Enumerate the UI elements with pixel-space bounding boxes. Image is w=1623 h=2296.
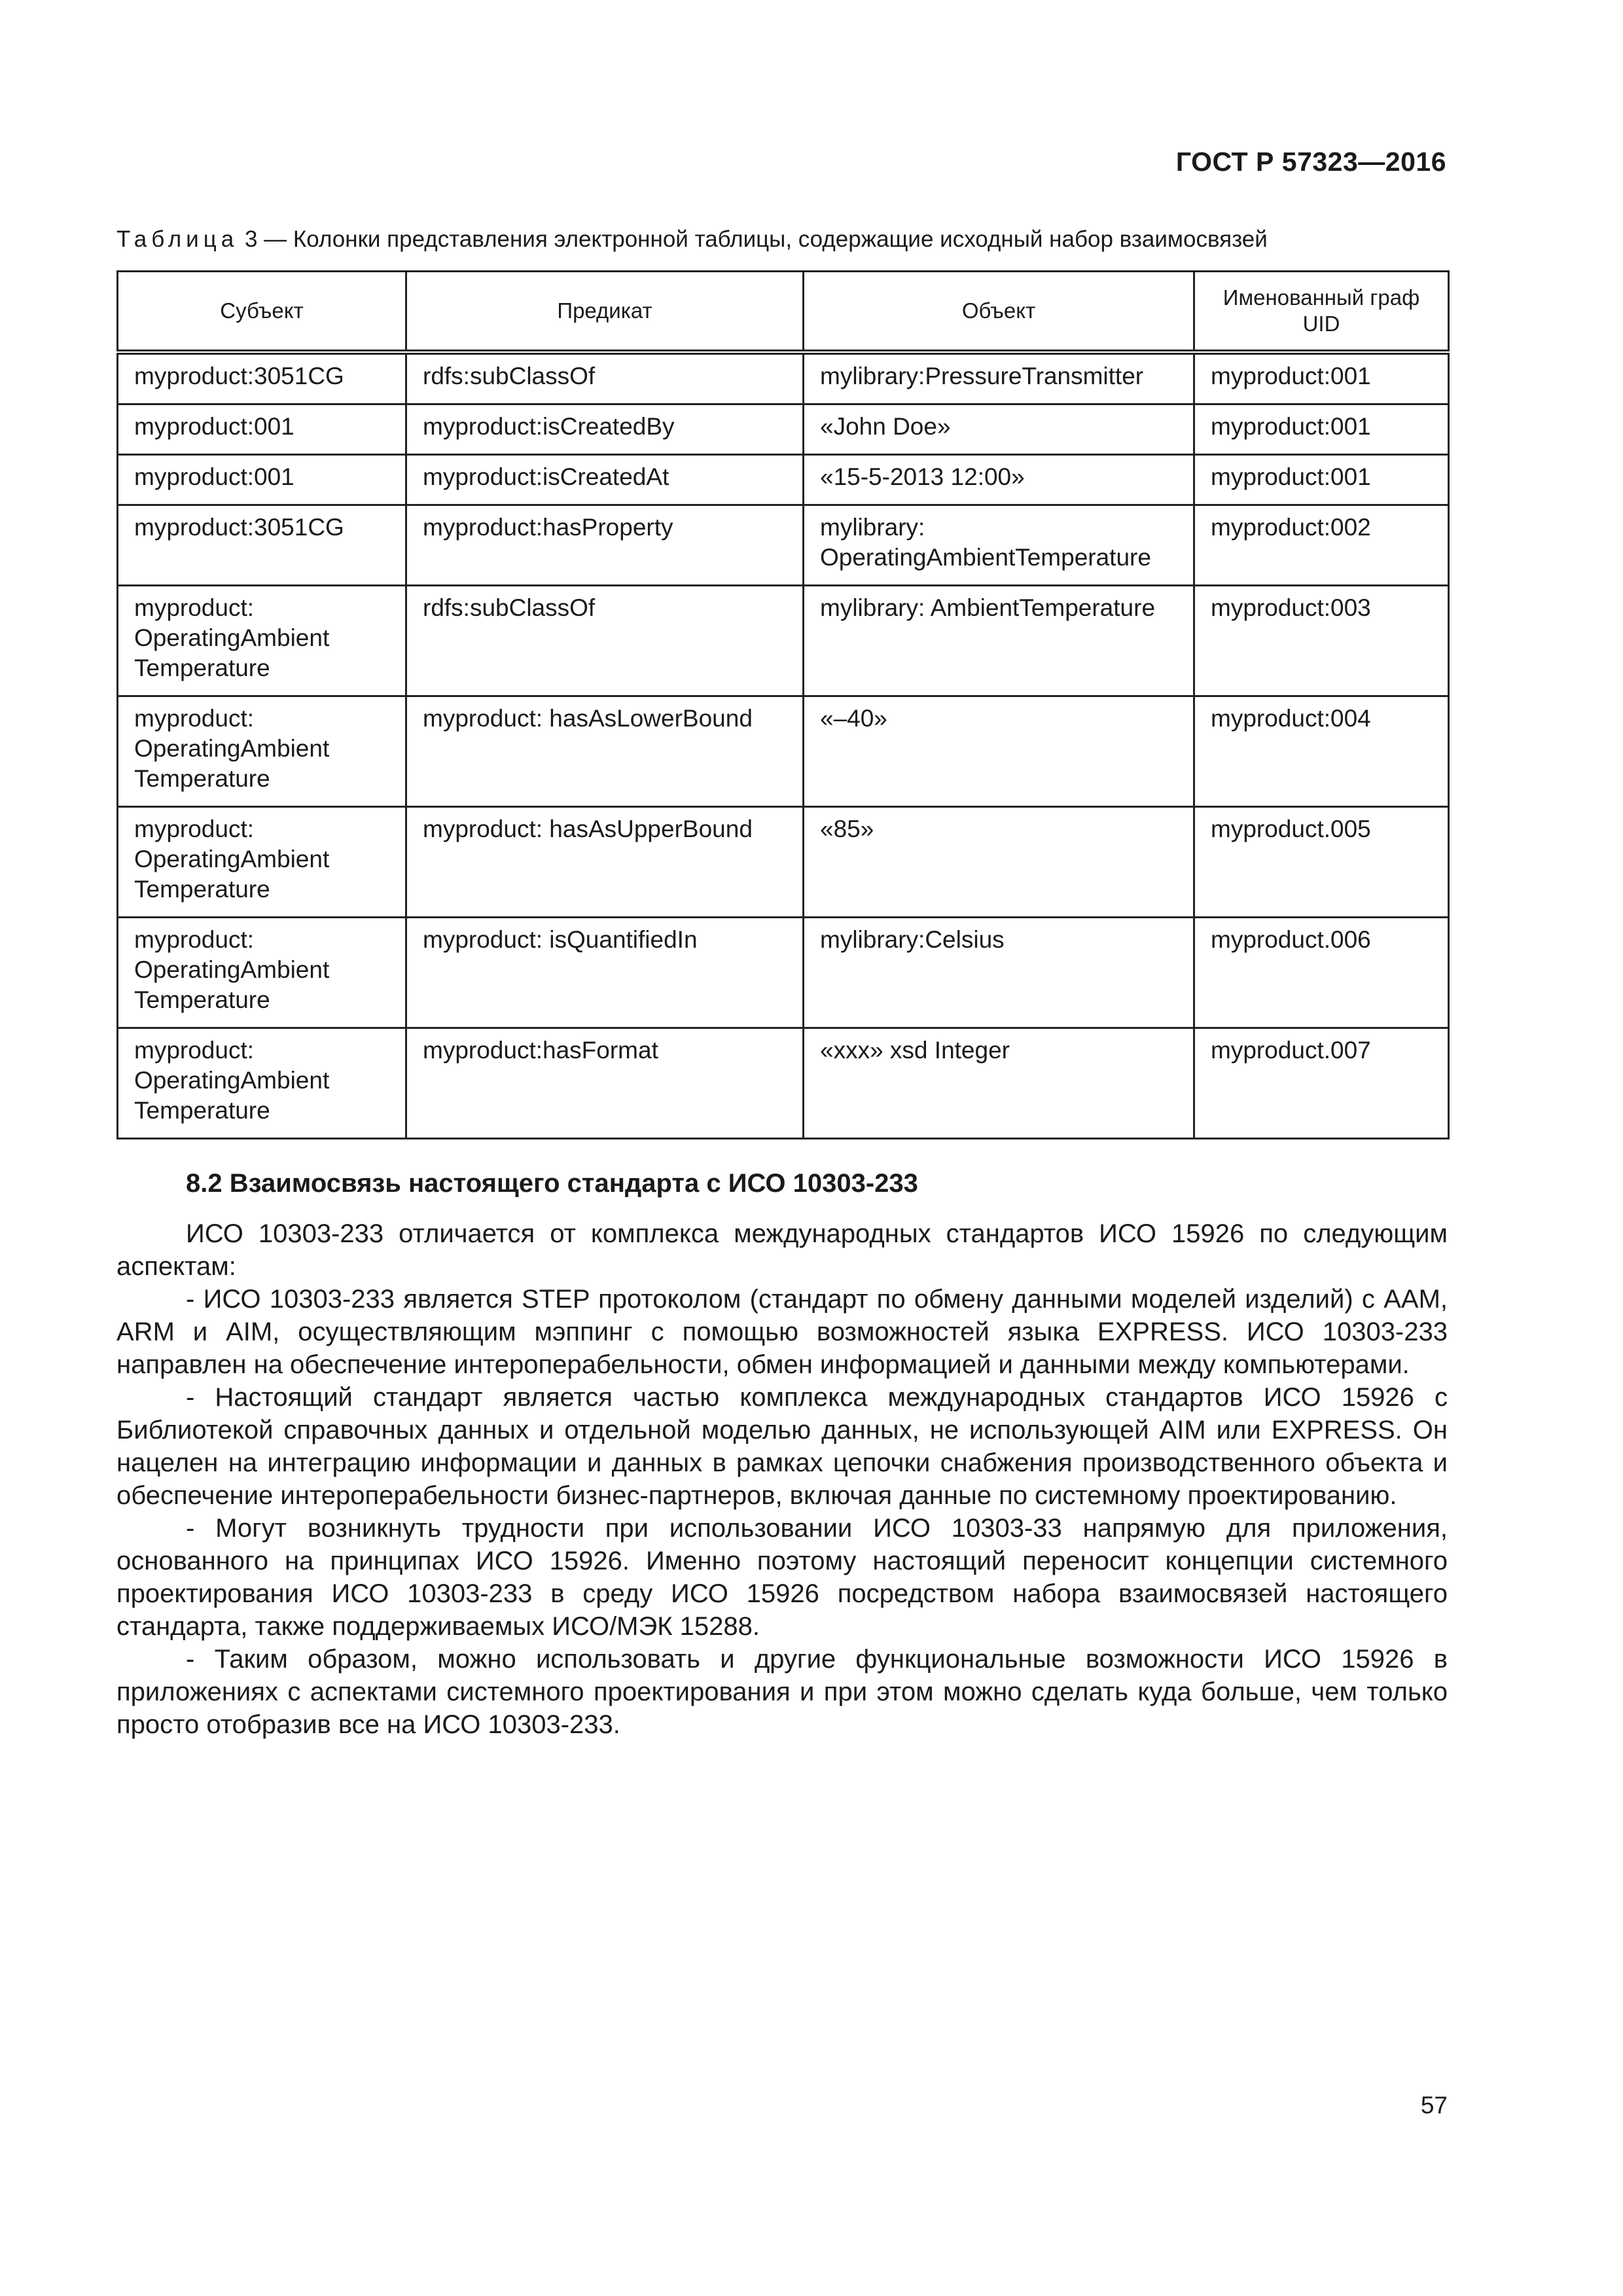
- cell-object: mylibrary: OperatingAmbientTemperature: [804, 505, 1194, 586]
- cell-predicate: rdfs:subClassOf: [406, 586, 804, 696]
- cell-predicate: myproduct: hasAsUpperBound: [406, 807, 804, 918]
- header-subject: Субъект: [118, 272, 406, 353]
- cell-subject: myproduct: OperatingAmbient Temperature: [118, 807, 406, 918]
- cell-object: mylibrary: AmbientTemperature: [804, 586, 1194, 696]
- cell-object: «xxx» xsd Integer: [804, 1028, 1194, 1139]
- table-caption-text: 3 — Колонки представления электронной таблицы, содержащие исходный набор взаимосвязей: [244, 226, 1268, 252]
- table-caption: [116, 226, 1268, 253]
- table-header-row: [118, 272, 1449, 353]
- section-title: 8.2 Взаимосвязь настоящего стандарта с ИСО 10303-233: [186, 1169, 918, 1198]
- page-number: 57: [1420, 2092, 1448, 2119]
- table-row: [118, 586, 1449, 696]
- cell-predicate: myproduct:hasFormat: [406, 1028, 804, 1139]
- table-row: [118, 455, 1449, 505]
- cell-predicate: rdfs:subClassOf: [406, 352, 804, 404]
- cell-graph-uid: myproduct:001: [1194, 455, 1449, 505]
- cell-object: «15-5-2013 12:00»: [804, 455, 1194, 505]
- cell-subject: myproduct: OperatingAmbient Temperature: [118, 1028, 406, 1139]
- header-object: Объект: [804, 272, 1194, 353]
- cell-subject: myproduct:3051CG: [118, 352, 406, 404]
- cell-object: «85»: [804, 807, 1194, 918]
- cell-subject: myproduct:3051CG: [118, 505, 406, 586]
- cell-predicate: myproduct: isQuantifiedIn: [406, 918, 804, 1028]
- relations-table: [116, 270, 1450, 1139]
- cell-subject: myproduct:001: [118, 404, 406, 455]
- cell-subject: myproduct:001: [118, 455, 406, 505]
- cell-predicate: myproduct: hasAsLowerBound: [406, 696, 804, 807]
- table-row: [118, 807, 1449, 918]
- table-row: [118, 1028, 1449, 1139]
- table-row: [118, 404, 1449, 455]
- cell-graph-uid: myproduct.006: [1194, 918, 1449, 1028]
- cell-object: «–40»: [804, 696, 1194, 807]
- table-row: [118, 352, 1449, 404]
- cell-graph-uid: myproduct.007: [1194, 1028, 1449, 1139]
- cell-object: mylibrary:Celsius: [804, 918, 1194, 1028]
- paragraph: ИСО 10303-233 отличается от комплекса международных стандартов ИСО 15926 по следующим аспектам:: [116, 1219, 1448, 1281]
- cell-graph-uid: myproduct.005: [1194, 807, 1449, 918]
- paragraph: - Настоящий стандарт является частью комплекса международных стандартов ИСО 15926 с Библиотекой справочных данных и отдельной моделью данных, не использующей AIM или EXPRESS. Он нацелен на интеграцию информации и данных в рамках цепочки снабжения производственного объекта и обеспечение интероперабельности бизнес-партнеров, включая данные по системному проектированию.: [116, 1383, 1448, 1510]
- header-graph-uid: Именованный граф UID: [1194, 272, 1449, 353]
- cell-graph-uid: myproduct:003: [1194, 586, 1449, 696]
- cell-graph-uid: myproduct:001: [1194, 404, 1449, 455]
- cell-predicate: myproduct:isCreatedBy: [406, 404, 804, 455]
- cell-graph-uid: myproduct:002: [1194, 505, 1449, 586]
- cell-subject: myproduct: OperatingAmbient Temperature: [118, 696, 406, 807]
- cell-subject: myproduct: OperatingAmbient Temperature: [118, 918, 406, 1028]
- document-code: ГОСТ Р 57323—2016: [1175, 147, 1446, 177]
- table-row: [118, 918, 1449, 1028]
- cell-graph-uid: myproduct:004: [1194, 696, 1449, 807]
- paragraph: - Таким образом, можно использовать и другие функциональные возможности ИСО 15926 в приложениях с аспектами системного проектирования и при этом можно сделать куда больше, чем только просто отобразив все на ИСО 10303-233.: [116, 1645, 1448, 1739]
- cell-object: mylibrary:PressureTransmitter: [804, 352, 1194, 404]
- cell-predicate: myproduct:isCreatedAt: [406, 455, 804, 505]
- table-row: [118, 505, 1449, 586]
- table-caption-label: Таблица: [116, 226, 239, 252]
- cell-subject: myproduct: OperatingAmbient Temperature: [118, 586, 406, 696]
- header-predicate: Предикат: [406, 272, 804, 353]
- cell-graph-uid: myproduct:001: [1194, 352, 1449, 404]
- paragraph: - ИСО 10303-233 является STEP протоколом (стандарт по обмену данными моделей изделий) с AAM, ARM и AIM, осуществляющим мэппинг с помощью возможностей языка EXPRESS. ИСО 10303-233 направлен на обеспечение интероперабельности, обмен информацией и данными между компьютерами.: [116, 1285, 1448, 1379]
- cell-predicate: myproduct:hasProperty: [406, 505, 804, 586]
- paragraph: - Могут возникнуть трудности при использовании ИСО 10303-33 напрямую для приложения, основанного на принципах ИСО 15926. Именно поэтому настоящий переносит концепции системного проектирования ИСО 10303-233 в среду ИСО 15926 посредством набора взаимосвязей настоящего стандарта, также поддерживаемых ИСО/МЭК 15288.: [116, 1514, 1448, 1641]
- cell-object: «John Doe»: [804, 404, 1194, 455]
- section-body: [116, 1217, 1448, 1741]
- table-row: [118, 696, 1449, 807]
